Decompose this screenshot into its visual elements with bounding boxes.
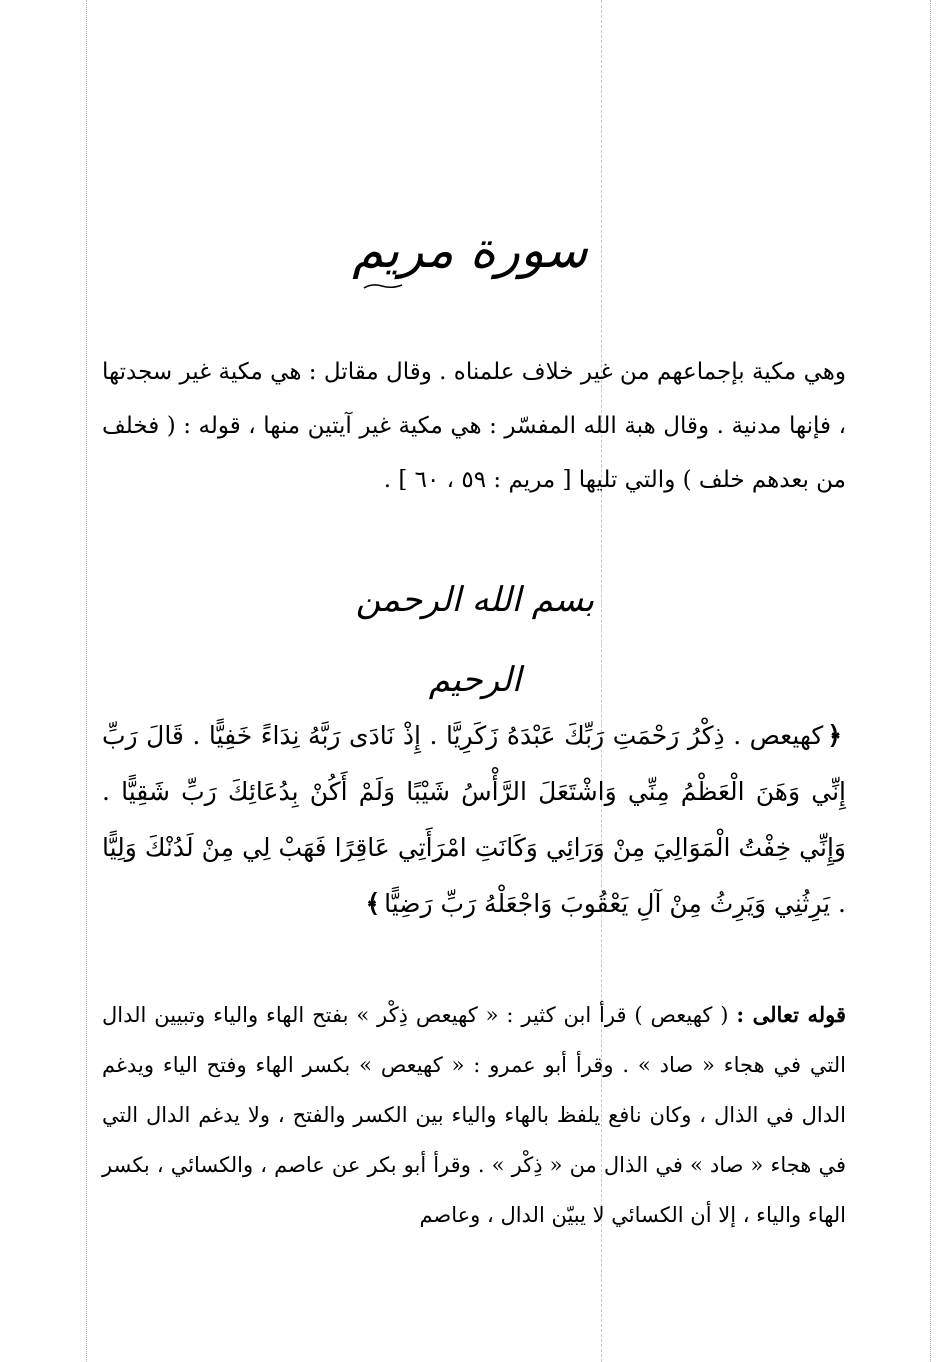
commentary-lead: قوله تعالى : bbox=[736, 1002, 846, 1027]
scan-edge-left bbox=[86, 0, 87, 1362]
commentary-text: ( كهيعص ) قرأ ابن كثير : « كهيعص ذِكْر » بفتح الهاء والياء وتبيين الدال التي في هجاء « صاد » . وقرأ أبو عمرو : « كهيعص » بكسر الهاء وفتح الياء ويدغم الدال في الذال ، وكان نافع يلفظ بالهاء والياء بين الكسر والفتح ، ولا يدغم الدال التي في هجاء « صاد » في الذال من « ذِكْر » . وقرأ أبو بكر عن عاصم ، والكسائي ، بكسر الهاء والياء ، إلا أن الكسائي لا يبيّن الدال ، وعاصم bbox=[102, 1003, 846, 1227]
verse-close-bracket: ﴾ bbox=[365, 889, 381, 918]
surah-title: سورة مريم bbox=[352, 221, 588, 279]
basmala: بسم الله الرحمن الرحيم bbox=[355, 580, 595, 700]
introduction-text: وهي مكية بإجماعهم من غير خلاف علمناه . وقال مقاتل : هي مكية غير سجدتها ، فإنها مدنية . وقال هبة الله المفسّر : هي مكية غير آيتين منها ، قوله : ( فخلف من بعدهم خلف ) والتي تليها [ مريم : ٥٩ ، ٦٠ ] . bbox=[102, 359, 846, 493]
commentary-paragraph bbox=[102, 990, 846, 1240]
title-flourish bbox=[362, 282, 404, 290]
verse-open-bracket: ﴿ bbox=[827, 721, 842, 750]
surah-introduction bbox=[102, 345, 846, 507]
verse-text: كهيعص . ذِكْرُ رَحْمَتِ رَبِّكَ عَبْدَهُ زَكَرِيَّا . إِذْ نَادَى رَبَّهُ نِدَاءً خَفِيًّا . قَالَ رَبِّ إِنِّي وَهَنَ الْعَظْمُ مِنِّي وَاشْتَعَلَ الرَّأْسُ شَيْبًا وَلَمْ أَكُنْ بِدُعَائِكَ رَبِّ شَقِيًّا . وَإِنِّي خِفْتُ الْمَوَالِيَ مِنْ وَرَائِي وَكَانَتِ امْرَأَتِي عَاقِرًا فَهَبْ لِي مِنْ لَدُنْكَ وَلِيًّا . يَرِثُنِي وَيَرِثُ مِنْ آلِ يَعْقُوبَ وَاجْعَلْهُ رَبِّ رَضِيًّا bbox=[102, 721, 846, 918]
scan-edge-right bbox=[930, 0, 931, 1362]
quran-verses bbox=[102, 708, 846, 932]
